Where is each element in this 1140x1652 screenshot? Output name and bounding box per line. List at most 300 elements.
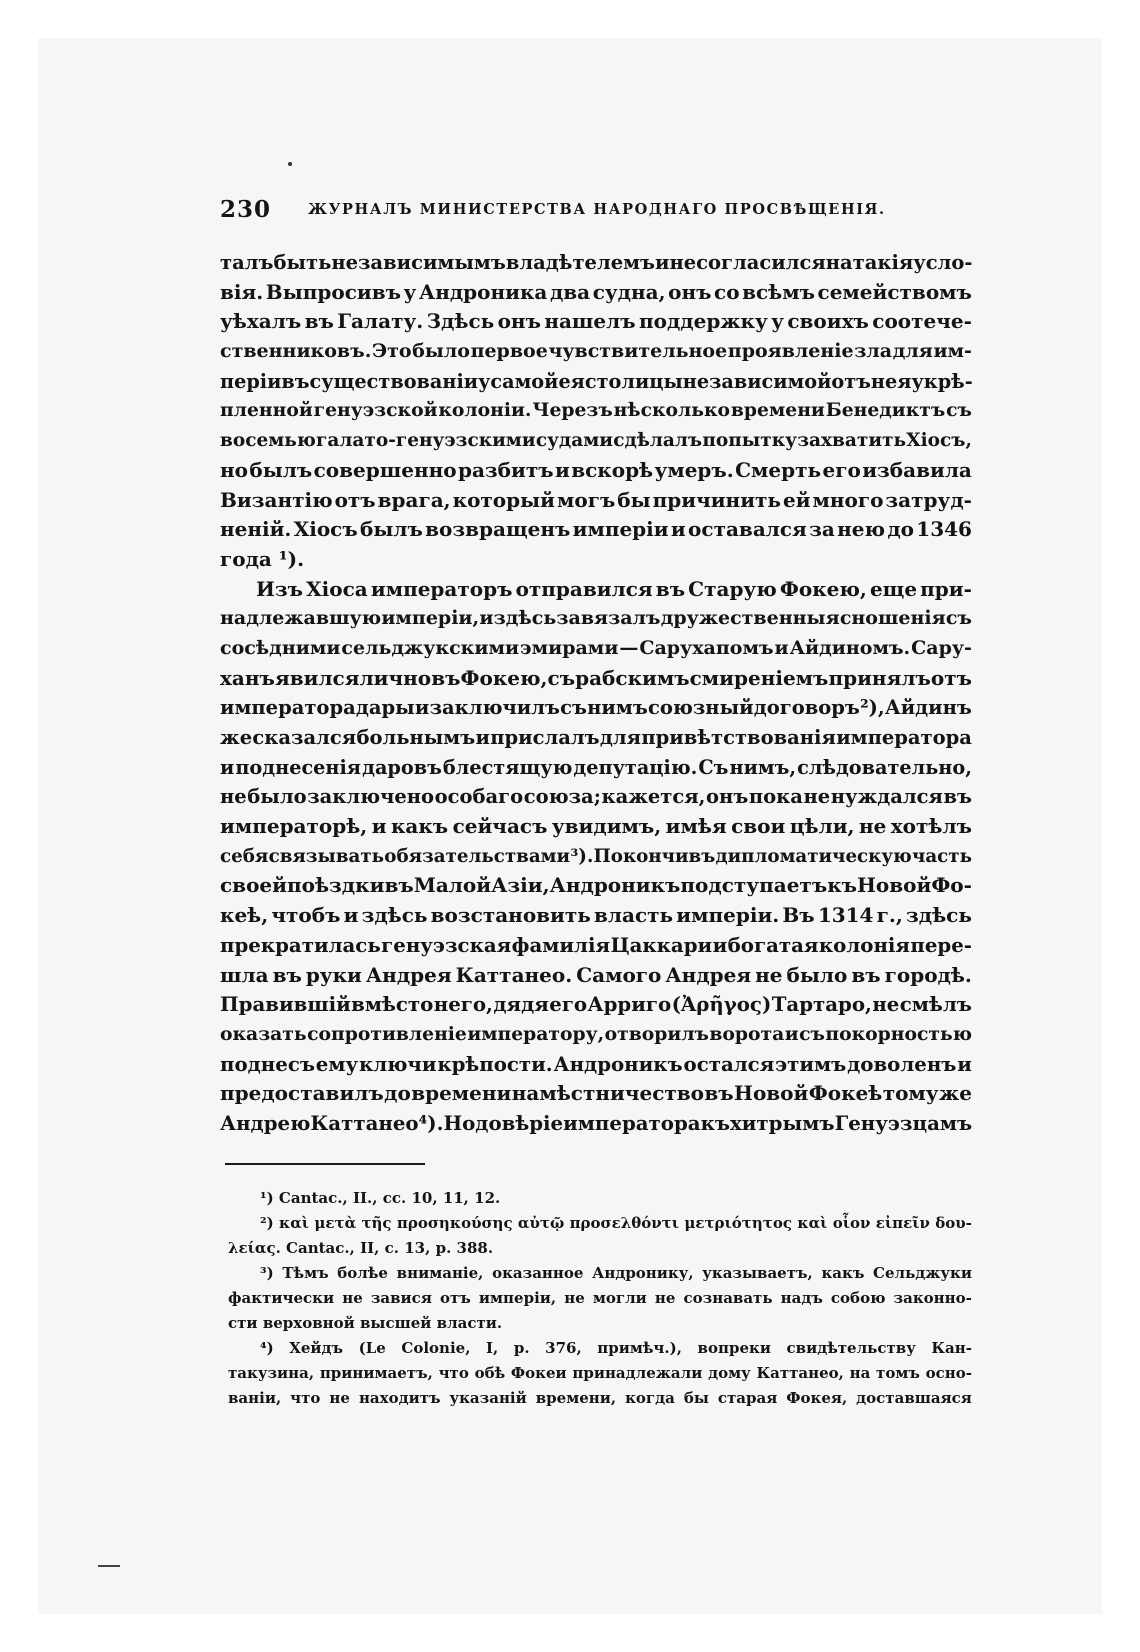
- word: сосѣдними: [220, 636, 341, 659]
- word: и: [414, 696, 430, 720]
- word: прекратилась: [220, 932, 381, 957]
- text-line: [220, 515, 972, 545]
- word: 388.: [456, 1239, 494, 1257]
- footnote-line: [228, 1236, 972, 1261]
- text-line: [220, 396, 972, 426]
- word: императоръ: [370, 576, 513, 601]
- word: и: [343, 903, 359, 928]
- word: Фокею,: [460, 665, 548, 690]
- main-text: [220, 248, 972, 1139]
- text-line: [220, 367, 972, 397]
- word: сельджукскими: [341, 636, 520, 659]
- text-line: [220, 426, 972, 456]
- word: доволенъ: [847, 1051, 957, 1076]
- word: существованіи: [309, 369, 479, 393]
- word: себя: [220, 845, 269, 867]
- word: могъ: [556, 487, 616, 512]
- word: δου-: [935, 1214, 972, 1232]
- word: доставшаяся: [856, 1389, 972, 1407]
- word: возвращенъ: [425, 517, 571, 542]
- word: съ: [547, 665, 576, 690]
- word: подступаетъ: [680, 873, 828, 898]
- word: поднесенія: [235, 755, 362, 779]
- word: им-: [933, 340, 972, 363]
- word: до: [384, 1081, 411, 1106]
- word: ¹): [260, 1189, 274, 1207]
- word: здѣсь: [361, 903, 428, 928]
- word: p.: [435, 1239, 452, 1257]
- word: обѣ: [474, 1364, 506, 1382]
- word: особаго: [434, 785, 524, 809]
- word: и: [670, 517, 686, 542]
- word: сознавать: [683, 1289, 773, 1307]
- word: Сельджуки: [873, 1264, 972, 1282]
- word: какъ: [821, 1264, 865, 1282]
- word: и: [220, 755, 235, 779]
- word: 13,: [404, 1239, 431, 1257]
- word: при-: [920, 576, 972, 601]
- word: императорѣ,: [220, 814, 368, 839]
- word: и: [479, 607, 494, 630]
- word: разбитъ: [457, 457, 554, 482]
- word: Андрея: [665, 962, 752, 987]
- word: вниманіе,: [396, 1264, 484, 1282]
- word: бы: [683, 1389, 709, 1407]
- word: Фокею,: [779, 576, 867, 601]
- word: попытку: [702, 430, 797, 452]
- scan-mark: [98, 1565, 120, 1567]
- word: увидимъ,: [551, 814, 662, 839]
- text-line: [220, 1109, 972, 1139]
- text-line: [220, 990, 972, 1020]
- word: городѣ.: [884, 962, 972, 987]
- word: къ: [700, 1110, 730, 1135]
- word: Айдиномъ.: [789, 636, 911, 659]
- text-line: [220, 664, 972, 694]
- word: Самого: [576, 962, 662, 987]
- word: завязалъ: [556, 607, 661, 630]
- word: и: [957, 1051, 972, 1076]
- word: Здѣсь: [426, 309, 495, 334]
- word: больнымъ: [356, 726, 476, 749]
- word: онъ: [497, 309, 541, 334]
- word: оказать: [220, 1022, 307, 1045]
- word: умеръ.: [654, 457, 734, 482]
- word: довѣріе: [475, 1110, 564, 1135]
- word: сношенія: [839, 607, 946, 630]
- word: Фокея,: [786, 1389, 848, 1407]
- word: пока: [748, 785, 803, 809]
- word: здѣсь: [905, 903, 972, 928]
- word: ¹).: [278, 546, 305, 571]
- word: Андроникъ: [549, 873, 681, 898]
- text-line: [220, 248, 972, 278]
- word: Андроника: [418, 279, 548, 304]
- word: но: [220, 457, 248, 482]
- word: для: [892, 340, 933, 363]
- footnote-line: [228, 1311, 972, 1336]
- word: оказанное: [492, 1264, 584, 1282]
- word: проявленіе: [727, 340, 854, 363]
- word: и: [655, 251, 670, 274]
- running-title: ЖУРНАЛЪ МИНИСТЕРСТВА НАРОДНАГО ПРОСВѢЩЕНІЯ.: [308, 201, 886, 218]
- word: καὶ: [279, 1214, 310, 1232]
- word: уѣхалъ: [220, 309, 302, 334]
- word: ея: [558, 369, 585, 393]
- word: свои: [731, 814, 786, 839]
- word: принимаетъ,: [319, 1364, 433, 1382]
- word: кажется,: [601, 785, 706, 809]
- word: всѣмъ: [742, 279, 815, 304]
- word: врага,: [377, 487, 451, 512]
- word: былъ: [359, 517, 423, 542]
- word: принялъ: [828, 665, 931, 690]
- word: нуждался: [830, 785, 943, 809]
- word: сопротивленіе: [307, 1022, 467, 1045]
- word: въ: [281, 369, 310, 393]
- word: находитъ: [358, 1389, 441, 1407]
- word: ⁴).: [418, 1110, 444, 1135]
- word: такія: [852, 251, 914, 274]
- word: Правившій: [220, 992, 351, 1017]
- word: и: [554, 457, 570, 482]
- word: отъ: [440, 1289, 471, 1307]
- text-line: [220, 575, 972, 605]
- text-line: [220, 753, 972, 783]
- word: 10,: [411, 1189, 438, 1207]
- word: Выпросивъ: [265, 279, 401, 304]
- word: Смерть: [735, 457, 822, 482]
- word: Съ: [698, 755, 729, 779]
- word: ей: [782, 487, 811, 512]
- word: Сару-: [911, 636, 972, 659]
- footnote-line: [260, 1186, 972, 1211]
- word: τῆς: [361, 1214, 392, 1232]
- word: генуэзской: [313, 399, 438, 422]
- word: ³): [260, 1264, 274, 1282]
- word: Сарухапомъ: [639, 636, 774, 659]
- word: заключилъ: [429, 696, 560, 720]
- word: причинить: [652, 487, 781, 512]
- word: много: [812, 487, 884, 512]
- word: цѣли,: [789, 814, 855, 839]
- text-line: [220, 337, 972, 367]
- word: отъ: [334, 487, 376, 512]
- word: отворилъ: [604, 1022, 709, 1045]
- word: ему: [315, 1051, 359, 1076]
- word: (Ἀρῆγος): [671, 992, 772, 1017]
- word: времени,: [535, 1389, 617, 1407]
- word: въ: [431, 665, 461, 690]
- word: пере-: [910, 932, 972, 957]
- word: μετριότητος: [684, 1214, 793, 1232]
- word: явился: [274, 665, 360, 690]
- text-line: [220, 901, 972, 931]
- word: своихъ: [787, 309, 869, 334]
- word: власть: [594, 903, 674, 928]
- word: 11,: [442, 1189, 469, 1207]
- word: затруд-: [885, 487, 972, 512]
- text-line: [220, 931, 972, 961]
- word: Азіи,: [491, 873, 550, 898]
- word: часть: [911, 845, 972, 867]
- text-line: [220, 961, 972, 991]
- word: καὶ: [797, 1214, 828, 1232]
- word: Хейдъ: [289, 1339, 344, 1357]
- word: Фокеи: [510, 1364, 567, 1382]
- text-line: [220, 723, 972, 753]
- word: въ: [384, 873, 414, 898]
- word: осно-: [925, 1364, 972, 1382]
- word: сейчасъ: [452, 814, 548, 839]
- word: дружественныя: [660, 607, 840, 630]
- word: у: [403, 279, 417, 304]
- scan-speck: [288, 162, 292, 166]
- word: не: [669, 251, 697, 274]
- word: слѣдовательно,: [797, 755, 972, 779]
- word: было: [412, 340, 470, 363]
- word: Андрея: [365, 962, 452, 987]
- word: прислалъ: [490, 726, 600, 749]
- word: со: [714, 279, 740, 304]
- word: съ: [799, 1022, 825, 1045]
- word: смиреніемъ: [689, 665, 829, 690]
- word: съ: [945, 607, 972, 630]
- word: Cantac.,: [278, 1189, 348, 1207]
- word: примѣч.),: [597, 1339, 682, 1357]
- word: владѣтелемъ: [505, 251, 655, 274]
- word: поднесъ: [220, 1051, 315, 1076]
- word: отправился: [515, 576, 653, 601]
- word: Андроникъ: [553, 1051, 683, 1076]
- word: руки: [305, 962, 362, 987]
- word: ключи: [358, 1051, 437, 1076]
- word: который: [452, 487, 556, 512]
- word: власти.: [436, 1314, 503, 1332]
- word: —: [619, 636, 639, 659]
- word: фамилія: [511, 932, 611, 957]
- word: старая: [717, 1389, 778, 1407]
- word: и: [774, 636, 789, 659]
- word: хитрымъ: [730, 1110, 835, 1135]
- word: его: [822, 457, 861, 482]
- word: съ: [560, 696, 587, 720]
- word: богатая: [727, 932, 819, 957]
- word: οἷον: [832, 1214, 871, 1232]
- word: προσελθόντι: [569, 1214, 680, 1232]
- word: нея: [870, 369, 912, 393]
- word: сказался: [252, 726, 357, 749]
- word: I,: [486, 1339, 499, 1357]
- word: принадлежали: [572, 1364, 703, 1382]
- word: избавила: [862, 457, 972, 482]
- word: императора: [563, 1110, 701, 1135]
- word: привѣтствованія: [641, 726, 836, 749]
- word: совершенно: [313, 457, 457, 482]
- word: было: [786, 962, 848, 987]
- word: времени: [411, 1081, 512, 1106]
- word: галато-генуэзскими: [316, 430, 536, 452]
- word: быть: [273, 251, 332, 274]
- word: въ: [704, 1081, 734, 1106]
- word: Каттанео: [310, 1110, 419, 1135]
- word: было: [247, 785, 307, 809]
- word: ³).: [570, 845, 594, 867]
- word: бы: [617, 487, 651, 512]
- word: на: [825, 251, 853, 274]
- word: него,: [433, 992, 493, 1017]
- word: ханъ: [220, 665, 275, 690]
- word: заключено: [307, 785, 435, 809]
- word: онъ: [668, 279, 712, 304]
- word: указаній: [449, 1389, 527, 1407]
- word: эмирами: [520, 636, 619, 659]
- word: не: [220, 785, 247, 809]
- word: Изъ: [256, 576, 304, 601]
- word: первое: [470, 340, 548, 363]
- word: г.,: [876, 903, 903, 928]
- word: укрѣ-: [911, 369, 973, 393]
- word: года: [220, 546, 272, 571]
- word: надъ: [780, 1289, 823, 1307]
- word: законно-: [893, 1289, 972, 1307]
- word: сти: [228, 1314, 258, 1332]
- word: Генуэзцамъ: [834, 1110, 973, 1135]
- word: Арриго: [587, 992, 672, 1017]
- word: высшей: [360, 1314, 432, 1332]
- word: имперіи.: [676, 903, 780, 928]
- word: покорностью: [825, 1022, 972, 1045]
- word: cc.: [382, 1189, 407, 1207]
- word: рабскимъ: [575, 665, 690, 690]
- word: что: [438, 1364, 469, 1382]
- word: остался: [683, 1051, 775, 1076]
- word: Малой: [413, 873, 492, 898]
- word: 1314: [817, 903, 874, 928]
- word: и: [712, 932, 728, 957]
- word: независимой: [682, 369, 832, 393]
- word: II,: [360, 1239, 380, 1257]
- word: и: [784, 1022, 799, 1045]
- word: Византію: [220, 487, 333, 512]
- word: дому: [708, 1364, 751, 1382]
- word: въ: [943, 785, 972, 809]
- word: Покончивъ: [593, 845, 716, 867]
- word: имперіи: [572, 517, 669, 542]
- footnotes: [228, 1186, 972, 1411]
- word: чтобъ: [271, 903, 341, 928]
- page-header: [220, 196, 972, 228]
- text-line: [220, 456, 972, 486]
- word: фактически: [228, 1289, 335, 1307]
- word: указываетъ,: [702, 1264, 813, 1282]
- word: союза;: [523, 785, 601, 809]
- word: отъ: [831, 369, 871, 393]
- word: столицы: [584, 369, 683, 393]
- word: у: [771, 309, 784, 334]
- word: императора: [836, 726, 972, 749]
- word: въ: [851, 962, 881, 987]
- word: вскорѣ: [571, 457, 654, 482]
- word: въ: [272, 962, 302, 987]
- word: Новой: [734, 1081, 809, 1106]
- text-line: [220, 486, 972, 516]
- word: въ: [655, 576, 686, 601]
- word: Галату.: [337, 309, 424, 334]
- word: возстановить: [430, 903, 591, 928]
- word: своей: [220, 873, 287, 898]
- word: αὐτῷ: [517, 1214, 565, 1232]
- word: вмѣсто: [351, 992, 434, 1017]
- word: верховной: [262, 1314, 355, 1332]
- word: завися: [370, 1289, 432, 1307]
- word: не: [564, 1289, 585, 1307]
- word: Тѣмъ: [282, 1264, 329, 1282]
- word: Cantac.,: [286, 1239, 355, 1257]
- word: 12.: [474, 1189, 501, 1207]
- word: съ: [946, 399, 972, 422]
- word: усло-: [913, 251, 973, 274]
- word: Фо-: [931, 873, 972, 898]
- word: восемью: [220, 430, 316, 452]
- word: смѣлъ: [899, 992, 972, 1017]
- text-line: [220, 278, 972, 308]
- word: не: [342, 1289, 363, 1307]
- word: болѣе: [337, 1264, 388, 1282]
- word: (Le: [358, 1339, 386, 1357]
- word: μετὰ: [314, 1214, 357, 1232]
- word: προσηκούσης: [396, 1214, 513, 1232]
- word: ²),: [860, 696, 885, 720]
- word: свидѣтельству: [786, 1339, 916, 1357]
- word: времени: [730, 399, 825, 422]
- footnote-line: [260, 1261, 972, 1286]
- text-line: [220, 634, 972, 664]
- page-number: 230: [220, 196, 272, 223]
- footnote-line: [260, 1336, 972, 1361]
- word: зла: [854, 340, 893, 363]
- word: p.: [513, 1339, 530, 1357]
- word: до: [887, 517, 914, 542]
- word: связывать: [268, 845, 385, 867]
- word: генуэзская: [381, 932, 512, 957]
- word: колонія: [818, 932, 910, 957]
- word: захватить: [797, 430, 907, 452]
- word: λείας.: [228, 1239, 281, 1257]
- text-line: [220, 1050, 972, 1080]
- word: Цаккари: [610, 932, 713, 957]
- word: самой: [490, 369, 559, 393]
- word: дары: [355, 696, 415, 720]
- word: договоръ: [753, 696, 860, 720]
- word: для: [599, 726, 642, 749]
- word: Это: [371, 340, 412, 363]
- word: ²): [260, 1214, 274, 1232]
- word: не: [329, 1389, 350, 1407]
- word: Фокеѣ: [808, 1081, 883, 1106]
- word: Каттанео,: [756, 1364, 844, 1382]
- word: ственниковъ.: [220, 340, 372, 363]
- word: Но: [443, 1110, 476, 1135]
- word: въ: [304, 309, 334, 334]
- word: кеѣ,: [220, 903, 269, 928]
- text-line: [220, 782, 972, 812]
- word: за: [809, 517, 835, 542]
- word: ваніи,: [228, 1389, 282, 1407]
- word: имѣя: [665, 814, 727, 839]
- text-line: [220, 545, 972, 575]
- word: Кан-: [931, 1339, 972, 1357]
